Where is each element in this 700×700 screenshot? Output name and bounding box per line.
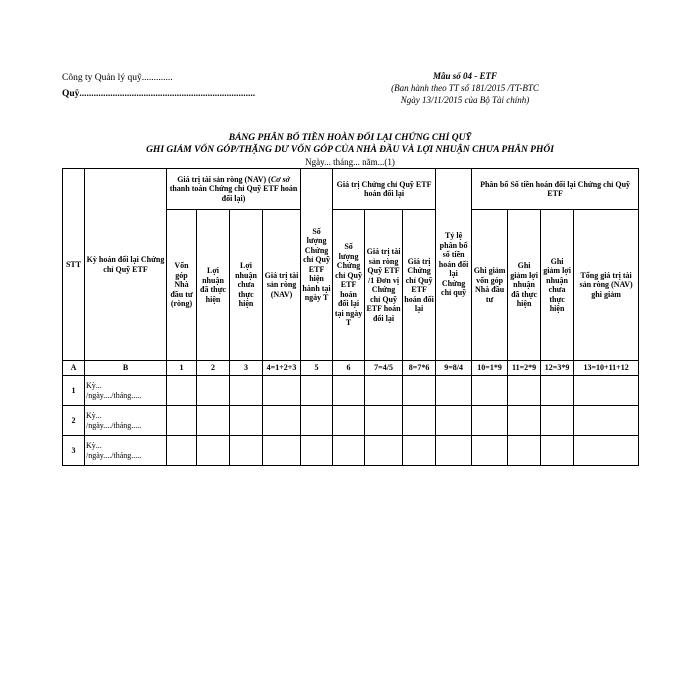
data-cell (365, 406, 403, 436)
row-period: Kỳ... /ngày..../tháng..... (85, 376, 167, 406)
data-cell (541, 376, 574, 406)
data-cell (263, 406, 301, 436)
company-header (62, 70, 255, 102)
data-cell (403, 406, 436, 436)
group-alloc-header: Phân bổ Số tiền hoán đổi lại Chứng chỉ Quỹ ETF (472, 169, 639, 210)
data-cell (403, 436, 436, 466)
data-cell (472, 406, 508, 436)
col-1-header: Vốn góp Nhà đầu tư (ròng) (167, 210, 197, 361)
data-cell (574, 376, 639, 406)
index-cell: 1 (167, 361, 197, 376)
form-reference (335, 70, 595, 106)
data-cell (263, 436, 301, 466)
title-line-1: BẢNG PHÂN BỔ TIỀN HOÀN ĐỔI LẠI CHỨNG CHỈ QUỸ (228, 133, 472, 143)
table-row (63, 406, 639, 436)
data-cell (301, 406, 333, 436)
allocation-table (62, 168, 639, 466)
data-cell (263, 376, 301, 406)
fund-line: Quỹ.......................................................................... (62, 89, 256, 99)
data-cell (333, 436, 365, 466)
index-row (63, 361, 639, 376)
col-2-header: Lợi nhuận đã thực hiện (197, 210, 230, 361)
index-cell: 7=4/5 (365, 361, 403, 376)
data-cell (436, 376, 472, 406)
row-period: Kỳ... /ngày..../tháng..... (85, 436, 167, 466)
col-8-header: Giá trị Chứng chỉ Quỹ ETF hoán đổi lại (403, 210, 436, 361)
group-nav-header: Giá trị tài sản ròng (NAV) (Cơ sở thanh toán Chứng chỉ Quỹ ETF hoán đổi lại) (167, 169, 301, 210)
data-cell (230, 436, 263, 466)
col-12-header: Ghi giảm lợi nhuận chưa thực hiện (541, 210, 574, 361)
data-cell (301, 436, 333, 466)
col-7-header: Giá trị tài sản ròng Quỹ ETF /1 Đơn vị Chứng chỉ Quỹ ETF hoán đổi lại (365, 210, 403, 361)
company-line: Công ty Quản lý quỹ............. (62, 73, 173, 83)
data-cell (230, 376, 263, 406)
col-stt-header: STT (63, 169, 85, 361)
data-cell (472, 376, 508, 406)
row-stt: 1 (63, 376, 85, 406)
report-date: Ngày... tháng... năm...(1) (305, 157, 395, 167)
row-period: Kỳ... /ngày..../tháng..... (85, 406, 167, 436)
data-cell (541, 436, 574, 466)
data-cell (574, 436, 639, 466)
col-11-header: Ghi giảm lợi nhuận đã thực hiện (508, 210, 541, 361)
data-cell (197, 406, 230, 436)
data-cell (333, 376, 365, 406)
data-cell (167, 406, 197, 436)
col-4-header: Giá trị tài sản ròng (NAV) (263, 210, 301, 361)
index-cell: 8=7*6 (403, 361, 436, 376)
index-cell: 13=10+11+12 (574, 361, 639, 376)
data-cell (365, 376, 403, 406)
data-cell (333, 406, 365, 436)
index-cell: 11=2*9 (508, 361, 541, 376)
data-cell (230, 406, 263, 436)
data-cell (574, 406, 639, 436)
data-cell (301, 376, 333, 406)
data-cell (541, 406, 574, 436)
header-row-groups (63, 169, 639, 210)
issued-by: (Ban hành theo TT số 181/2015 /TT-BTC (391, 83, 539, 93)
data-cell (436, 436, 472, 466)
index-cell: 3 (230, 361, 263, 376)
data-cell (167, 436, 197, 466)
col-9-header: Tỷ lệ phân bổ số tiền hoán đổi lại Chứng chỉ quỹ (436, 169, 472, 361)
index-cell: 4=1+2+3 (263, 361, 301, 376)
index-cell: 5 (301, 361, 333, 376)
index-cell: 2 (197, 361, 230, 376)
col-5-header: Số lượng Chứng chỉ Quỹ ETF hiện hành tại ngày T (301, 169, 333, 361)
index-cell: 9=8/4 (436, 361, 472, 376)
form-number: Mẫu số 04 - ETF (432, 71, 497, 81)
row-stt: 2 (63, 406, 85, 436)
title-line-2: GHI GIẢM VỐN GÓP/THẶNG DƯ VỐN GÓP CỦA NHÀ ĐẦU VÀ LỢI NHUẬN CHƯA PHÂN PHỐI (146, 145, 554, 155)
group-value-header: Giá trị Chứng chỉ Quỹ ETF hoán đổi lại (333, 169, 436, 210)
col-10-header: Ghi giảm vốn góp Nhà đầu tư (472, 210, 508, 361)
table-row (63, 376, 639, 406)
issued-date: Ngày 13/11/2015 của Bộ Tài chính) (400, 95, 530, 105)
data-cell (365, 436, 403, 466)
data-cell (508, 436, 541, 466)
data-cell (508, 406, 541, 436)
index-cell: B (85, 361, 167, 376)
data-cell (508, 376, 541, 406)
data-cell (197, 436, 230, 466)
document-title (62, 132, 638, 156)
index-cell: 12=3*9 (541, 361, 574, 376)
data-cell (436, 406, 472, 436)
index-cell: 6 (333, 361, 365, 376)
row-stt: 3 (63, 436, 85, 466)
table-row (63, 436, 639, 466)
index-cell: A (63, 361, 85, 376)
col-period-header: Kỳ hoán đổi lại Chứng chỉ Quỹ ETF (85, 169, 167, 361)
data-cell (167, 376, 197, 406)
col-13-header: Tổng giá trị tài sản ròng (NAV) ghi giảm (574, 210, 639, 361)
col-6-header: Số lượng Chứng chỉ Quỹ ETF hoán đổi lại tại ngày T (333, 210, 365, 361)
data-cell (403, 376, 436, 406)
data-cell (472, 436, 508, 466)
data-cell (197, 376, 230, 406)
index-cell: 10=1*9 (472, 361, 508, 376)
col-3-header: Lợi nhuận chưa thực hiện (230, 210, 263, 361)
